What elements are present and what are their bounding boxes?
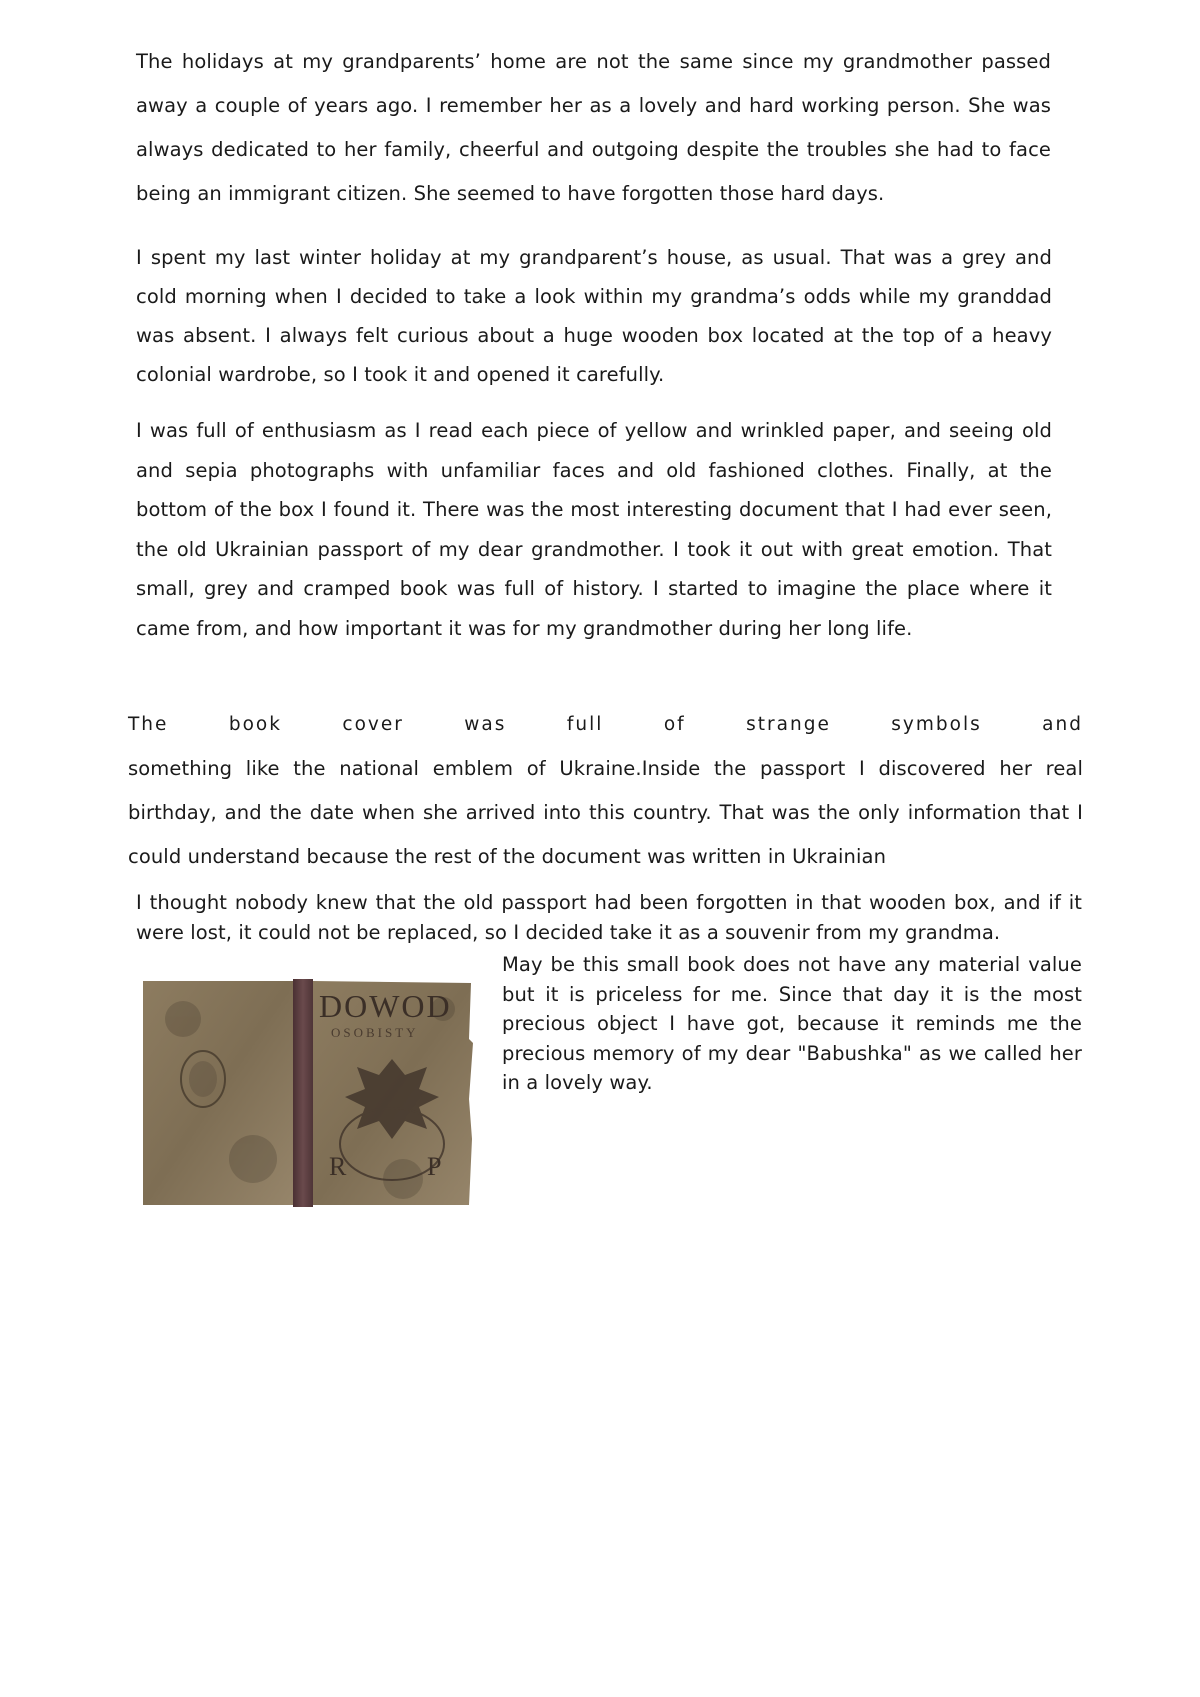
paragraph-4-rest: something like the national emblem of Ukraine.Inside the passport I discovered her real birthday, and the date when she arrived into this country. That was the only information that I could understand because the rest of the document was written in Ukrainian: [128, 757, 1083, 868]
cover-title: DOWOD: [319, 988, 452, 1024]
passport-cover-image: [143, 979, 473, 1207]
paragraph-2: I spent my last winter holiday at my grandparent’s house, as usual. That was a grey and cold morning when I decided to take a look within my grandma’s odds while my granddad was absent. I always felt curious about a huge wooden box located at the top of a heavy colonial wardrobe, so I took it and opened it carefully.: [136, 246, 1052, 386]
paragraph-4-first-line: The book cover was full of strange symbols and: [128, 714, 1083, 735]
spine: [293, 979, 313, 1207]
passport-photo: [143, 979, 473, 1207]
paragraph-5: I thought nobody knew that the old passport had been forgotten in that wooden box, and if it were lost, it could not be replaced, so I decided take it as a souvenir from my grandma.: [136, 891, 1082, 944]
paragraph-1: The holidays at my grandparents’ home are not the same since my grandmother passed away a couple of years ago. I remember her as a lovely and hard working person. She was always dedicated to her family, cheerful and outgoing despite the troubles she had to face being an immigrant citizen. She seemed to have forgotten those hard days.: [136, 50, 1051, 205]
cover-letter-r: R: [329, 1152, 347, 1181]
cover-letter-p: P: [427, 1152, 442, 1181]
cover-subtitle: OSOBISTY: [331, 1025, 419, 1040]
paragraph-6: May be this small book does not have any material value but it is priceless for me. Since that day it is the most precious object I have got, because it reminds me the precious memory of my dear "Babushka" as we called her in a lovely way.: [502, 953, 1082, 1094]
paragraph-4: [128, 703, 1083, 879]
paragraph-3: I was full of enthusiasm as I read each piece of yellow and wrinkled paper, and seeing old and sepia photographs with unfamiliar faces and old fashioned clothes. Finally, at the bottom of the box I found it. There was the most interesting document that I had ever seen, the old Ukrainian passport of my dear grandmother. I took it out with great emotion. That small, grey and cramped book was full of history. I started to imagine the place where it came from, and how important it was for my grandmother during her long life.: [136, 419, 1052, 640]
